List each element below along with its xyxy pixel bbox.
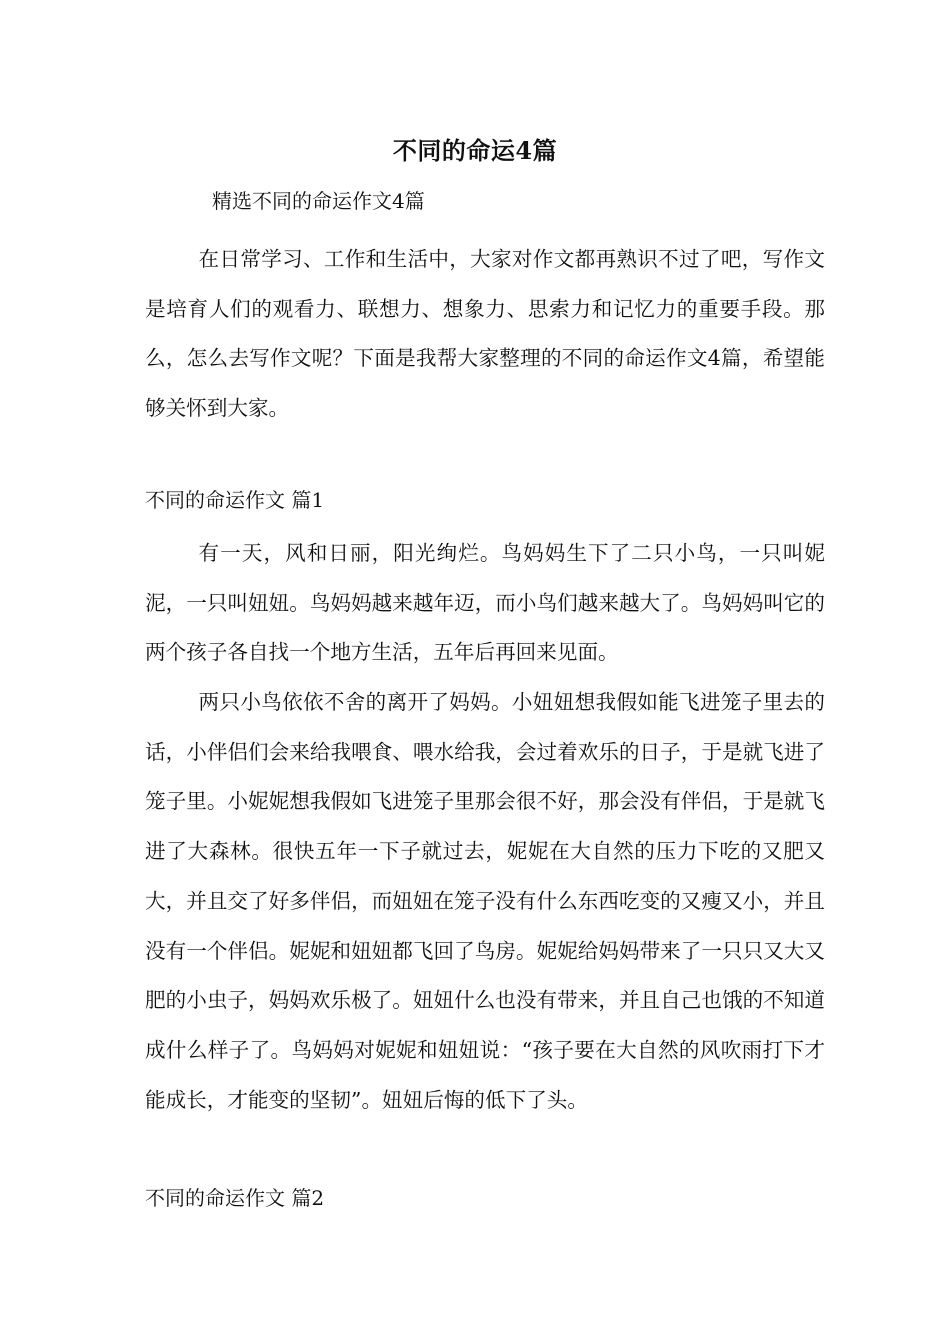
- section-heading-1: 不同的命运作文 篇1: [145, 488, 325, 512]
- section1-paragraph-2: 两只小鸟依依不舍的离开了妈妈。小妞妞想我假如能飞进笼子里去的话，小伴侣们会来给我喂食、喂水给我，会过着欢乐的日子，于是就飞进了笼子里。小妮妮想我假如飞进笼子里那会很不好，那会没有伴侣，于是就飞进了大森林。很快五年一下子就过去，妮妮在大自然的压力下吃的又肥又大，并且交了好多伴侣，而妞妞在笼子没有什么东西吃变的又瘦又小，并且没有一个伴侣。妮妮和妞妞都飞回了鸟房。妮妮给妈妈带来了一只只又大又肥的小虫子，妈妈欢乐极了。妞妞什么也没有带来，并且自己也饿的不知道成什么样子了。鸟妈妈对妮妮和妞妞说：“孩子要在大自然的风吹雨打下才能成长，才能变的坚韧”。妞妞后悔的低下了头。: [145, 690, 825, 1112]
- section-heading-2: 不同的命运作文 篇2: [145, 1186, 325, 1210]
- document-title: 不同的命运4篇: [392, 136, 558, 165]
- document-subtitle: 精选不同的命运作文4篇: [212, 189, 425, 213]
- section1-paragraph-1: 有一天，风和日丽，阳光绚烂。鸟妈妈生下了二只小鸟，一只叫妮泥，一只叫妞妞。鸟妈妈越来越年迈，而小鸟们越来越大了。鸟妈妈叫它的两个孩子各自找一个地方生活，五年后再回来见面。: [145, 541, 825, 665]
- intro-paragraph: 在日常学习、工作和生活中，大家对作文都再熟识不过了吧，写作文是培育人们的观看力、联想力、想象力、思索力和记忆力的重要手段。那么，怎么去写作文呢？下面是我帮大家整理的不同的命运作文4篇，希望能够关怀到大家。: [145, 247, 825, 421]
